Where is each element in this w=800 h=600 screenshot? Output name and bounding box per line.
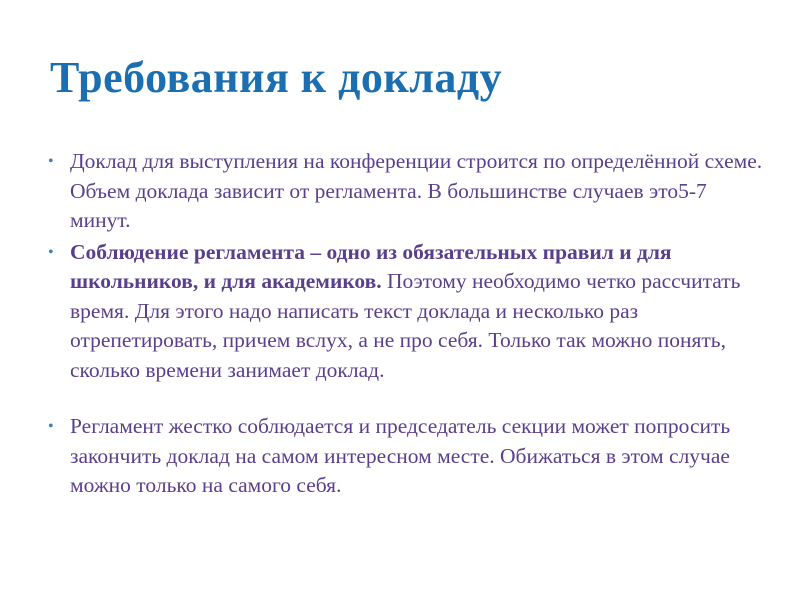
bullet-icon: • bbox=[48, 418, 54, 435]
bullet-list bbox=[48, 147, 763, 503]
bullet-item-chair-interrupt bbox=[48, 412, 763, 501]
bullet-icon: • bbox=[48, 153, 54, 170]
bullet-item-regulation-scheme bbox=[48, 147, 763, 236]
bullet-text: Поэтому необходимо четко рассчитать время. Для этого надо написать текст доклада и несколько раз отрепетировать, причем вслух, а не про себя. Только так можно понять, сколько времени занимает доклад. bbox=[70, 269, 741, 382]
slide-title: Требования к докладу bbox=[50, 53, 503, 102]
bullet-text: Регламент жестко соблюдается и председатель секции может попросить закончить доклад на самом интересном месте. Обижаться в этом случае можно только на самого себя. bbox=[70, 414, 731, 497]
bullet-text: Доклад для выступления на конференции строится по определённой схеме. Объем доклада зависит от регламента. В большинстве случаев это5-7 минут. bbox=[70, 149, 763, 232]
bullet-item-time-rules bbox=[48, 238, 763, 386]
bullet-icon: • bbox=[48, 243, 54, 261]
bullet-bold-text: Соблюдение регламента – одно из обязательных правил и для школьников, и для академиков. bbox=[70, 239, 672, 293]
